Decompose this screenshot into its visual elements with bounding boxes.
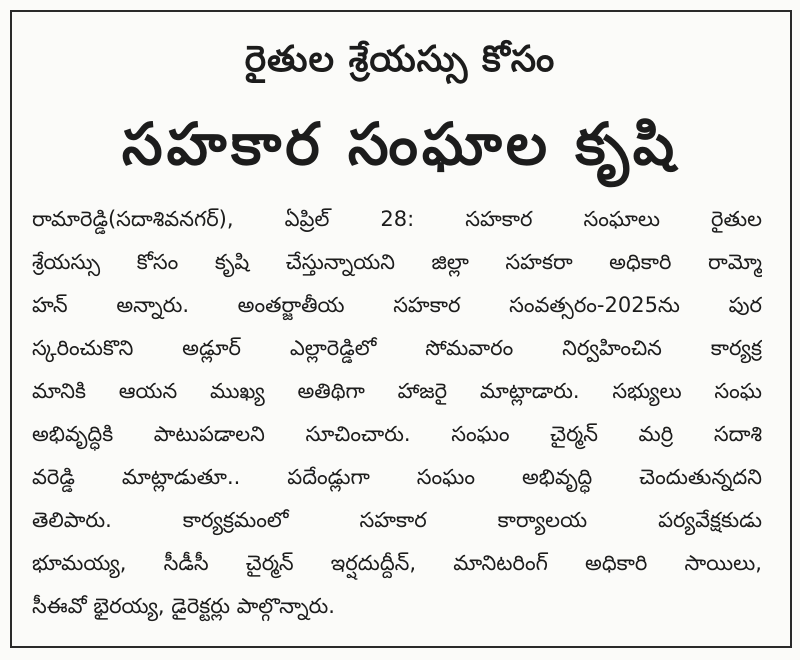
body-line: వరెడ్డి మాట్లాడుతూ.. పదేండ్లుగా సంఘం అభివృద్ధి చెందుతున్నదని bbox=[32, 465, 762, 489]
top-border-rule bbox=[10, 10, 792, 12]
bottom-border-rule bbox=[10, 646, 792, 648]
body-line: స్కరించుకొని అడ్లూర్ ఎల్లారెడ్డిలో సోమవారం నిర్వహించిన కార్యక్ర bbox=[32, 336, 762, 360]
article-kicker: రైతుల శ్రేయస్సు కోసం bbox=[244, 39, 556, 80]
body-line: అభివృద్ధికి పాటుపడాలని సూచించారు. సంఘం చైర్మన్ మర్రి సదాశి bbox=[32, 422, 762, 446]
body-line: రామారెడ్డి(సదాశివనగర్), ఏప్రిల్ 28: సహకార సంఘాలు రైతుల bbox=[32, 207, 762, 231]
left-border-rule bbox=[10, 10, 12, 648]
body-line: సీఈవో భైరయ్య, డైరెక్టర్లు పాల్గొన్నారు. bbox=[32, 594, 335, 618]
right-border-rule bbox=[790, 10, 792, 648]
body-line: శ్రేయస్సు కోసం కృషి చేస్తున్నాయని జిల్లా సహకరా అధికారి రామ్మో bbox=[32, 250, 762, 274]
body-line: మానికి ఆయన ముఖ్య అతిథిగా హాజరై మాట్లాడారు. సభ్యులు సంఘ bbox=[32, 379, 762, 403]
body-line: తెలిపారు. కార్యక్రమంలో సహకార కార్యాలయ పర్యవేక్షకుడు bbox=[32, 508, 762, 532]
body-line: హన్ అన్నారు. అంతర్జాతీయ సహకార సంవత్సరం-2025ను పుర bbox=[32, 293, 762, 317]
body-line: భూమయ్య, సీడీసీ చైర్మన్ ఇర్షదుద్దీన్, మానిటరింగ్ అధికారి సాయిలు, bbox=[32, 551, 762, 575]
article-headline: సహకార సంఘాల కృషి bbox=[121, 110, 679, 178]
article-body bbox=[32, 198, 762, 628]
